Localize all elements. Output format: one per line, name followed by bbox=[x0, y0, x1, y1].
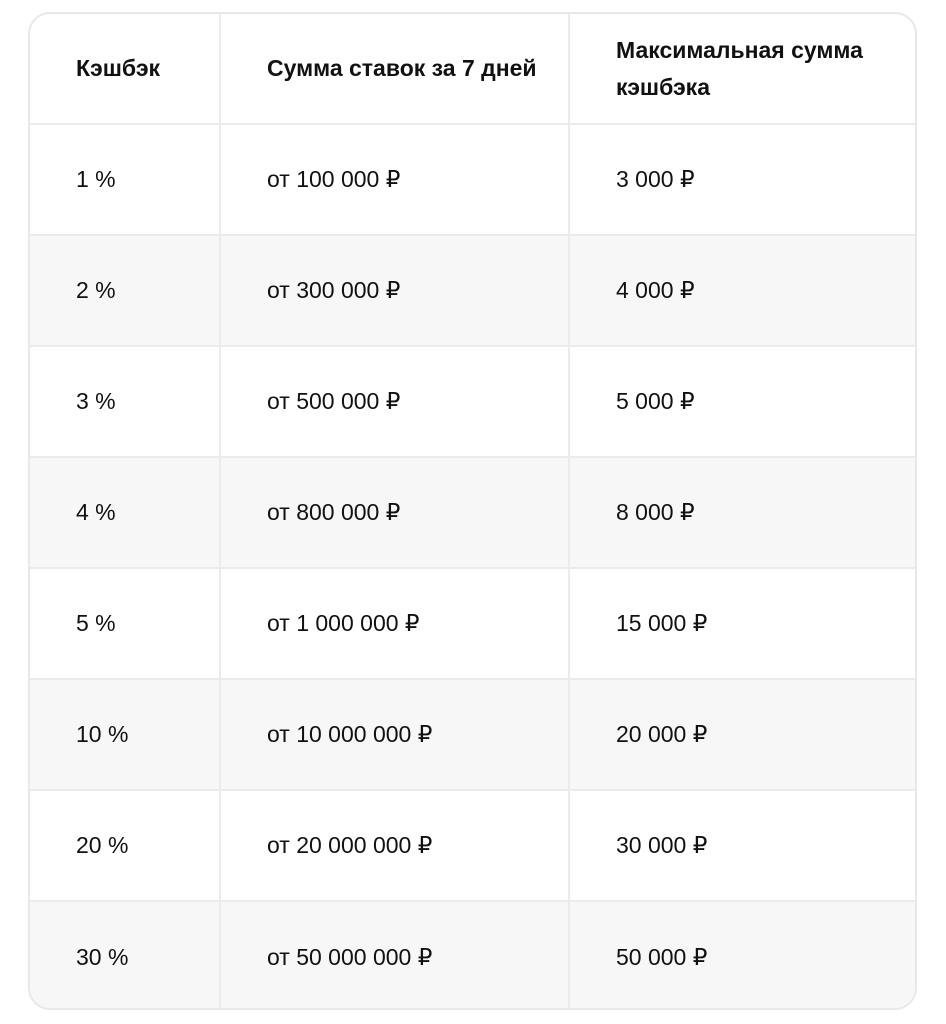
cell-max-cashback: 4 000 ₽ bbox=[569, 235, 915, 346]
table-row bbox=[30, 679, 915, 790]
cell-bets-sum: от 100 000 ₽ bbox=[220, 124, 569, 235]
table-row bbox=[30, 790, 915, 901]
cell-cashback: 3 % bbox=[30, 346, 220, 457]
header-bets-sum: Сумма ставок за 7 дней bbox=[220, 14, 569, 124]
cell-bets-sum: от 50 000 000 ₽ bbox=[220, 901, 569, 1010]
header-cashback: Кэшбэк bbox=[30, 14, 220, 124]
cell-cashback: 30 % bbox=[30, 901, 220, 1010]
table-header-row bbox=[30, 14, 915, 124]
cell-bets-sum: от 20 000 000 ₽ bbox=[220, 790, 569, 901]
table-row bbox=[30, 457, 915, 568]
cell-max-cashback: 3 000 ₽ bbox=[569, 124, 915, 235]
cell-bets-sum: от 800 000 ₽ bbox=[220, 457, 569, 568]
cell-cashback: 2 % bbox=[30, 235, 220, 346]
cell-cashback: 1 % bbox=[30, 124, 220, 235]
cell-cashback: 5 % bbox=[30, 568, 220, 679]
cell-cashback: 4 % bbox=[30, 457, 220, 568]
cell-bets-sum: от 10 000 000 ₽ bbox=[220, 679, 569, 790]
table-row bbox=[30, 901, 915, 1010]
cell-cashback: 10 % bbox=[30, 679, 220, 790]
table-row bbox=[30, 568, 915, 679]
table-row bbox=[30, 346, 915, 457]
cell-bets-sum: от 500 000 ₽ bbox=[220, 346, 569, 457]
header-max-cashback: Максимальная сумма кэшбэка bbox=[569, 14, 915, 124]
cell-max-cashback: 20 000 ₽ bbox=[569, 679, 915, 790]
cell-cashback: 20 % bbox=[30, 790, 220, 901]
cell-bets-sum: от 1 000 000 ₽ bbox=[220, 568, 569, 679]
cell-max-cashback: 50 000 ₽ bbox=[569, 901, 915, 1010]
table-row bbox=[30, 124, 915, 235]
table-row bbox=[30, 235, 915, 346]
cashback-table-card bbox=[28, 12, 917, 1010]
cashback-table bbox=[30, 14, 915, 1010]
cell-max-cashback: 30 000 ₽ bbox=[569, 790, 915, 901]
cell-max-cashback: 8 000 ₽ bbox=[569, 457, 915, 568]
cell-max-cashback: 5 000 ₽ bbox=[569, 346, 915, 457]
cell-max-cashback: 15 000 ₽ bbox=[569, 568, 915, 679]
cell-bets-sum: от 300 000 ₽ bbox=[220, 235, 569, 346]
